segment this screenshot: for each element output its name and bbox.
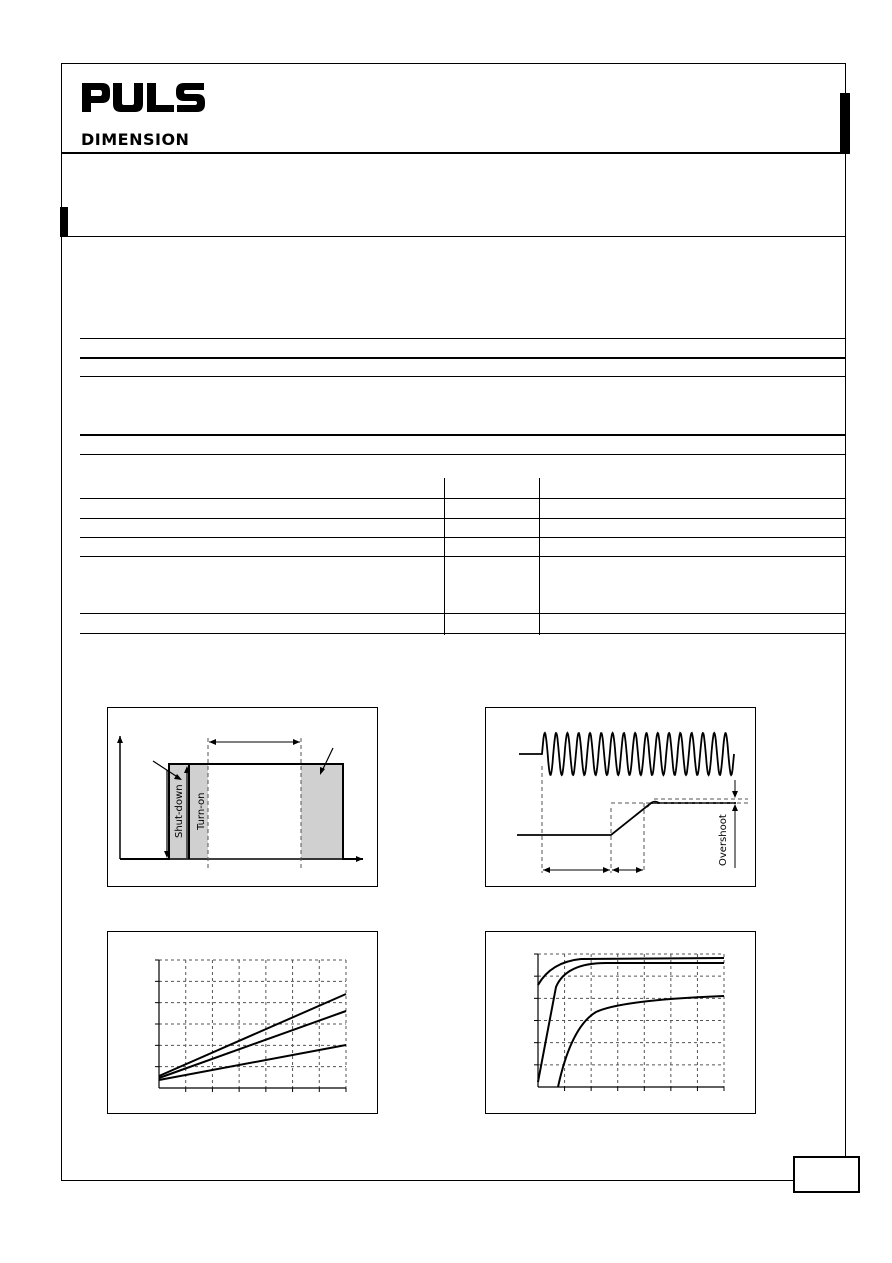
ac-input-waveform — [519, 733, 734, 775]
body-rule-3 — [80, 376, 846, 377]
puls-logo-icon — [80, 78, 210, 148]
header-right-tab — [840, 93, 850, 154]
curve-2 — [159, 1011, 346, 1078]
curve-3 — [159, 1045, 346, 1080]
curve-3 — [558, 996, 724, 1087]
table-row-rule — [80, 613, 846, 614]
logo-subbrand: DIMENSION — [81, 130, 190, 148]
body-rule-1 — [80, 338, 846, 339]
body-rule-5 — [80, 454, 846, 455]
figure-graph-linear — [107, 931, 378, 1114]
output-voltage-trace — [517, 803, 736, 835]
table-row-rule — [80, 537, 846, 538]
figure-graph-saturation — [485, 931, 756, 1114]
curve-2 — [538, 963, 724, 1082]
body-rule-2 — [80, 357, 846, 359]
table-row-rule — [80, 518, 846, 519]
figure-hold-up-time — [107, 707, 378, 887]
turn-on-label: Turn-on — [196, 792, 207, 830]
company-logo — [80, 78, 210, 148]
section-left-tab — [60, 207, 68, 237]
table-row-rule — [80, 556, 846, 557]
spec-table — [80, 478, 846, 635]
table-bottom-rule — [80, 633, 846, 634]
curve-1 — [159, 994, 346, 1076]
table-row-rule — [80, 498, 846, 499]
overshoot-label: Overshoot — [718, 814, 729, 866]
shaded-region-right — [301, 764, 343, 860]
section-rule — [61, 236, 846, 237]
shut-down-label: Shut-down — [174, 784, 185, 838]
body-rule-4 — [80, 434, 846, 436]
page-number-box — [793, 1156, 860, 1193]
header-rule — [61, 152, 850, 154]
figure-turn-on-overshoot — [485, 707, 756, 887]
